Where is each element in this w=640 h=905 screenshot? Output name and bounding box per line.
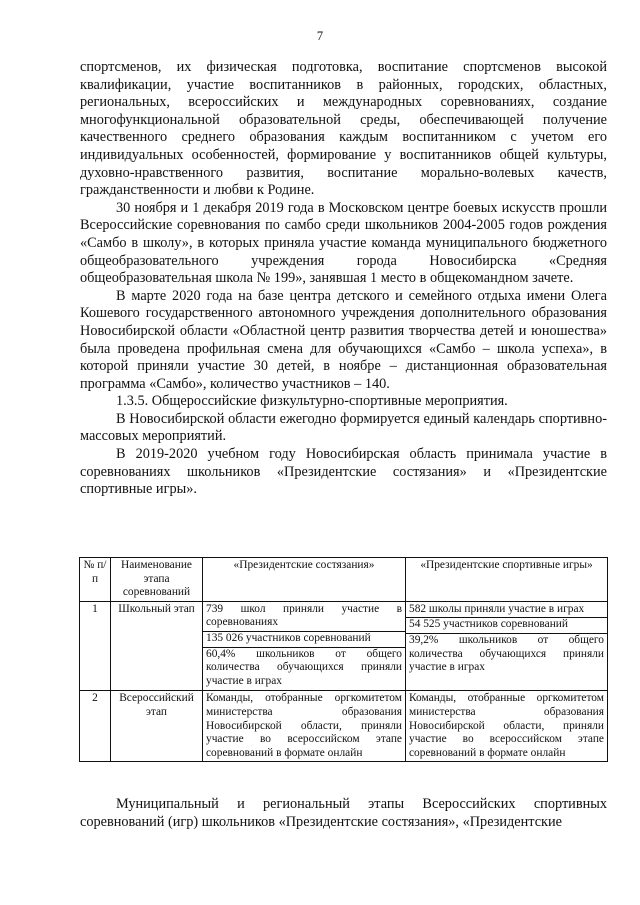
table-row (80, 691, 608, 762)
paragraph-sambo-moscow: 30 ноября и 1 декабря 2019 года в Московском центре боевых искусств прошли Всероссийские соревнования по самбо среди школьников 2004-2005 годов рождения «Самбо в школу», в которых приняла участие команда муниципального бюджетного общеобразовательного учреждения города Новосибирска «Средняя общеобразовательная школа № 199», занявшая 1 место в общекомандном зачете. (80, 199, 607, 287)
paragraph-sambo-camp: В марте 2020 года на базе центра детского и семейного отдыха имени Олега Кошевого государственного автономного учреждения дополнительного образования Новосибирской области «Областной центр развития творчества детей и юношества» была проведена профильная смена для обучающихся «Самбо – школа успеха», в которой приняли участие 30 детей, в ноябре – дистанционная образовательная программа «Самбо», количество участников – 140. (80, 287, 607, 392)
row-number: 2 (80, 691, 111, 762)
row-games-cell: Команды, отобранные оргкомитетом министерства образования Новосибирской области, приняли участие во всероссийском этапе соревнований в формате онлайн (406, 691, 608, 762)
table-row (80, 601, 608, 691)
paragraph-sports-education: спортсменов, их физическая подготовка, воспитание спортсменов высокой квалификации, участие воспитанников в районных, городских, областных, региональных, всероссийских и международных соревнованиях, создание многофункциональной образовательной среды, обеспечивающей получение качественного среднего образования каждым воспитанником с учетом его индивидуальных особенностей, формирование у воспитанников общей культуры, духовно-нравственного развития, воспитание морально-волевых качеств, гражданственности и любви к Родине. (80, 59, 607, 199)
contests-participants: 135 026 участников соревнований (203, 632, 405, 648)
page-number: 7 (316, 29, 324, 43)
header-presidential-contests: «Президентские состязания» (203, 558, 406, 602)
row-stage: Всероссийский этап (111, 691, 203, 762)
row-contests-cell: Команды, отобранные оргкомитетом министерства образования Новосибирской области, приняли участие во всероссийском этапе соревнований в формате онлайн (203, 691, 406, 762)
header-presidential-games: «Президентские спортивные игры» (406, 558, 608, 602)
row-contests-cell (203, 601, 406, 691)
row-games-cell (406, 601, 608, 691)
contests-schools: 739 школ приняли участие в соревнованиях (203, 603, 405, 632)
table-header-row (80, 558, 608, 602)
header-stage: Наименование этапа соревнований (111, 558, 203, 602)
games-percent: 39,2% школьников от общего количества обучающихся приняли участие в играх (409, 633, 604, 674)
body-text-bottom (80, 796, 607, 831)
contests-percent: 60,4% школьников от общего количества обучающихся приняли участие в играх (206, 647, 402, 687)
body-text-top (80, 59, 607, 499)
section-heading: 1.3.5. Общероссийские физкультурно-спортивные мероприятия. (116, 393, 508, 410)
row-number: 1 (80, 601, 111, 691)
games-participants: 54 525 участников соревнований (406, 618, 607, 634)
games-schools: 582 школы приняли участие в играх (406, 603, 607, 619)
paragraph-calendar: В Новосибирской области ежегодно формируется единый календарь спортивно-массовых мероприятий. (80, 410, 607, 445)
header-number: № п/п (80, 558, 111, 602)
paragraph-stages: Муниципальный и региональный этапы Всероссийских спортивных соревнований (игр) школьников «Президентские состязания», «Президентские (80, 796, 607, 830)
competitions-table (79, 557, 608, 762)
row-stage: Школьный этап (111, 601, 203, 691)
paragraph-presidential: В 2019-2020 учебном году Новосибирская область принимала участие в соревнованиях школьников «Президентские состязания» и «Президентские спортивные игры». (80, 446, 607, 498)
